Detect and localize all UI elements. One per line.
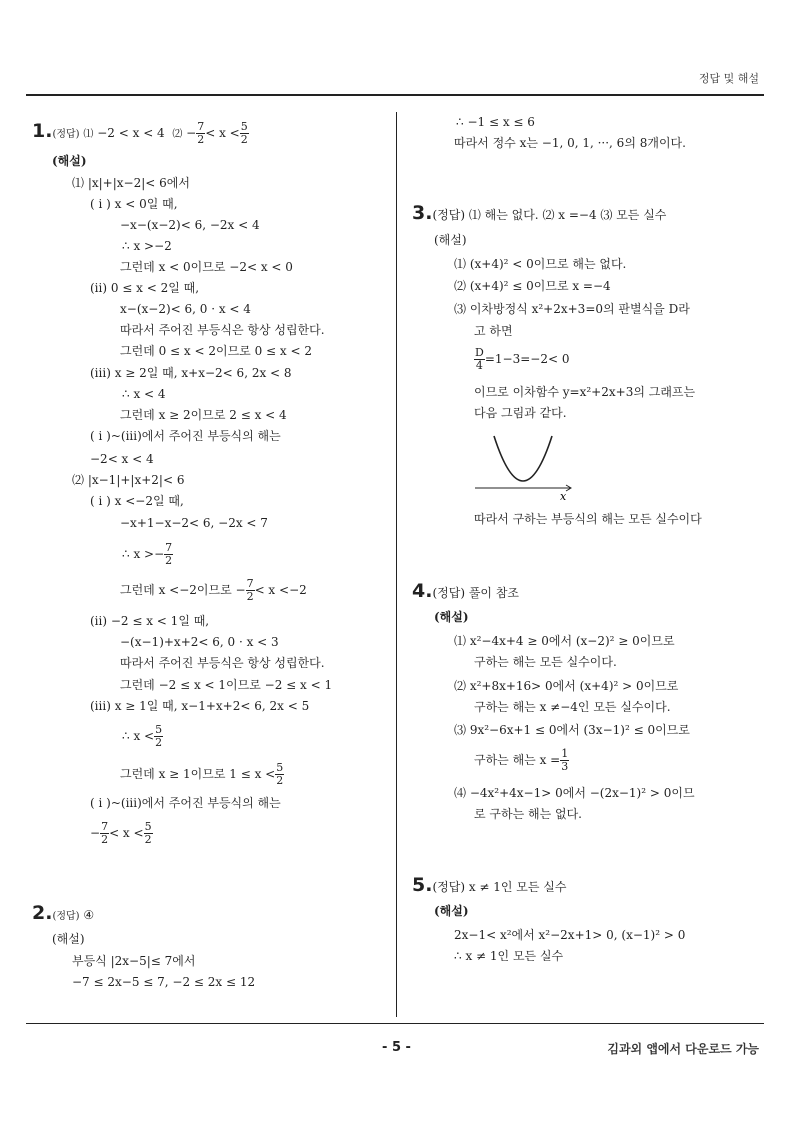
fraction: $\frac{7}{2}$ xyxy=(246,577,254,603)
fraction: $\frac{5}{2}$ xyxy=(144,820,152,846)
problem-3-answer: 3.(정답) ⑴ 해는 없다. ⑵ x =−4 ⑶ 모든 실수 xyxy=(412,202,667,224)
parabola-graph xyxy=(470,430,580,502)
text-line: 따라서 주어진 부등식은 항상 성립한다. xyxy=(120,323,325,337)
fraction: $\frac{7}{2}$ xyxy=(101,820,109,846)
explain-tag: (해설) xyxy=(434,904,469,918)
text-line: 그런데 0 ≤ x < 2이므로 0 ≤ x < 2 xyxy=(120,344,312,358)
text-line: − $\frac{7}{2}$ < x < $\frac{5}{2}$ xyxy=(90,820,152,846)
text-line: ⑵ (x+4)² ≤ 0이므로 x =−4 xyxy=(454,279,611,293)
column-divider xyxy=(396,112,397,1017)
explain-tag: (해설) xyxy=(434,610,469,624)
header-rule xyxy=(26,94,764,96)
footer-note: 김과외 앱에서 다운로드 가능 xyxy=(607,1042,759,1056)
fraction: $\frac{5}{2}$ xyxy=(155,723,163,749)
text-line: 이므로 이차함수 y=x²+2x+3의 그래프는 xyxy=(474,385,696,399)
x-axis-label: x xyxy=(560,490,567,502)
text-line: ⑴ |x|+|x−2|< 6에서 xyxy=(72,176,190,190)
problem-number: 1. xyxy=(32,120,53,142)
text-line: ∴ x >−2 xyxy=(122,239,172,253)
text-line: 그런데 −2 ≤ x < 1이므로 −2 ≤ x < 1 xyxy=(120,678,333,692)
text-line: ( i )~(iii)에서 주어진 부등식의 해는 xyxy=(90,796,281,810)
problem-number: 4. xyxy=(412,580,433,602)
fraction: $\frac{7}{2}$ xyxy=(197,120,205,146)
text-line: 구하는 해는 모든 실수이다. xyxy=(474,655,617,669)
text-line: −2< x < 4 xyxy=(90,452,154,466)
fraction: $\frac{7}{2}$ xyxy=(165,541,173,567)
text-line: 2x−1< x²에서 x²−2x+1> 0, (x−1)² > 0 xyxy=(454,928,686,942)
text-line: (iii) x ≥ 1일 때, x−1+x+2< 6, 2x < 5 xyxy=(90,699,310,713)
explain-tag: (해설) xyxy=(52,932,85,946)
problem-number: 5. xyxy=(412,874,433,896)
text-line: 다음 그림과 같다. xyxy=(474,406,567,420)
fraction: $\frac{1}{3}$ xyxy=(561,747,569,773)
text-line: x−(x−2)< 6, 0 · x < 4 xyxy=(120,302,251,316)
text-line: 그런데 x < 0이므로 −2< x < 0 xyxy=(120,260,293,274)
text-line: 그런데 x ≥ 1이므로 1 ≤ x < $\frac{5}{2}$ xyxy=(120,761,284,787)
text-line: 따라서 정수 x는 −1, 0, 1, ···, 6의 8개이다. xyxy=(454,136,686,150)
text-line: ⑷ −4x²+4x−1> 0에서 −(2x−1)² > 0이므 xyxy=(454,786,695,800)
text-line: (ii) 0 ≤ x < 2일 때, xyxy=(90,281,200,295)
problem-number: 3. xyxy=(412,202,433,224)
text-line: ⑴ (x+4)² < 0이므로 해는 없다. xyxy=(454,257,627,271)
text-line: 부등식 |2x−5|≤ 7에서 xyxy=(72,954,196,968)
page-number: - 5 - xyxy=(382,1040,411,1055)
footer-rule xyxy=(26,1023,764,1024)
text-line: ∴ −1 ≤ x ≤ 6 xyxy=(456,115,535,129)
text-line: −7 ≤ 2x−5 ≤ 7, −2 ≤ 2x ≤ 12 xyxy=(72,975,256,989)
text-line: 고 하면 xyxy=(474,324,513,338)
text-line: 그런데 x ≥ 2이므로 2 ≤ x < 4 xyxy=(120,408,287,422)
text-line: ⑵ x²+8x+16> 0에서 (x+4)² > 0이므로 xyxy=(454,679,679,693)
text-line: 구하는 해는 x ≠−4인 모든 실수이다. xyxy=(474,700,671,714)
text-line: ⑵ |x−1|+|x+2|< 6 xyxy=(72,473,185,487)
text-line: 구하는 해는 x = $\frac{1}{3}$ xyxy=(474,747,569,773)
problem-1-answer: 1.(정답) ⑴ −2 < x < 4 ⑵ − $\frac{7}{2}$ < x < $\frac{5}{2}$ xyxy=(32,120,248,146)
text-line: −(x−1)+x+2< 6, 0 · x < 3 xyxy=(120,635,279,649)
problem-5-answer: 5.(정답) x ≠ 1인 모든 실수 xyxy=(412,874,567,896)
text-line: ⑶ 이차방정식 x²+2x+3=0의 판별식을 D라 xyxy=(454,302,690,316)
parabola-curve xyxy=(494,436,552,481)
fraction: $\frac{D}{4}$ xyxy=(475,346,484,372)
problem-2-answer: 2.(정답) ④ xyxy=(32,902,95,924)
header-title: 정답 및 해설 xyxy=(698,72,759,85)
problem-4-answer: 4.(정답) 풀이 참조 xyxy=(412,580,519,602)
explain-tag: (해설) xyxy=(52,154,87,168)
text-line: ∴ x < $\frac{5}{2}$ xyxy=(122,723,163,749)
text-line: 따라서 구하는 부등식의 해는 모든 실수이다 xyxy=(474,512,702,526)
text-line: 로 구하는 해는 없다. xyxy=(474,807,582,821)
text-line: (ii) −2 ≤ x < 1일 때, xyxy=(90,614,210,628)
explain-tag: (해설) xyxy=(434,233,467,247)
text-line: ( i ) x < 0일 때, xyxy=(90,197,178,211)
fraction: $\frac{5}{2}$ xyxy=(276,761,284,787)
text-line: 따라서 주어진 부등식은 항상 성립한다. xyxy=(120,656,325,670)
text-line: ∴ x >− $\frac{7}{2}$ xyxy=(122,541,173,567)
text-line: ⑶ 9x²−6x+1 ≤ 0에서 (3x−1)² ≤ 0이므로 xyxy=(454,723,690,737)
text-line: $\frac{D}{4}$ =1−3=−2< 0 xyxy=(475,346,570,372)
text-line: −x−(x−2)< 6, −2x < 4 xyxy=(120,218,260,232)
text-line: 그런데 x <−2이므로 − $\frac{7}{2}$ < x <−2 xyxy=(120,577,307,603)
text-line: ⑴ x²−4x+4 ≥ 0에서 (x−2)² ≥ 0이므로 xyxy=(454,634,675,648)
problem-number: 2. xyxy=(32,902,53,924)
text-line: ( i )~(iii)에서 주어진 부등식의 해는 xyxy=(90,429,281,443)
text-line: −x+1−x−2< 6, −2x < 7 xyxy=(120,516,268,530)
text-line: ∴ x < 4 xyxy=(122,387,166,401)
text-line: (iii) x ≥ 2일 때, x+x−2< 6, 2x < 8 xyxy=(90,366,292,380)
text-line: ∴ x ≠ 1인 모든 실수 xyxy=(454,949,564,963)
fraction: $\frac{5}{2}$ xyxy=(240,120,248,146)
text-line: ( i ) x <−2일 때, xyxy=(90,494,184,508)
